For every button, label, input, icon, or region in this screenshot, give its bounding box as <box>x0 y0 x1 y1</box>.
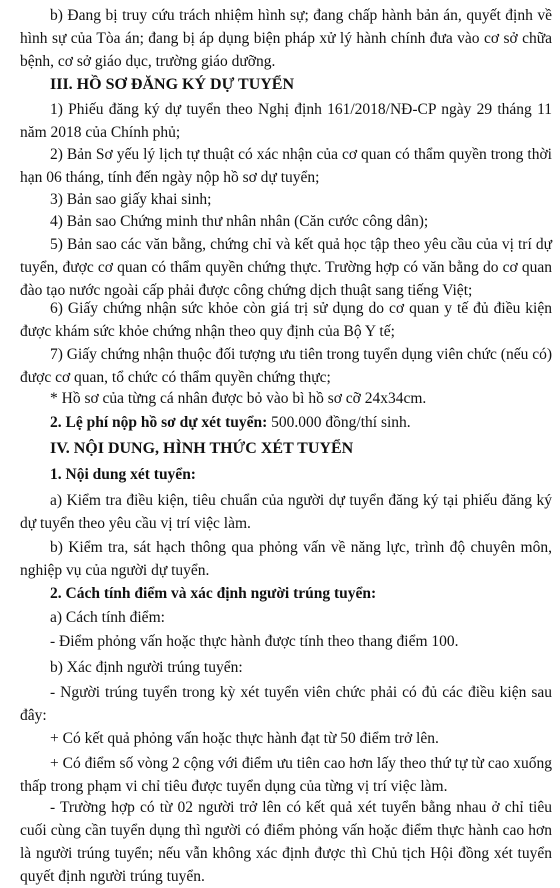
winner-conditions: - Người trúng tuyển trong kỳ xét tuyển viên chức phải có đủ các điều kiện sau đây: <box>20 684 552 724</box>
item-2: 2) Bản Sơ yếu lý lịch tự thuật có xác nhận của cơ quan có thẩm quyền trong thời hạn 06 tháng, tính đến ngày nộp hồ sơ dự tuyển; <box>20 146 552 186</box>
fee-label: 2. Lệ phí nộp hồ sơ dự xét tuyển: <box>50 414 268 431</box>
condition-ranking: + Có điểm số vòng 2 cộng với điểm ưu tiên cao hơn lấy theo thứ tự từ cao xuống thấp trong phạm vi chỉ tiêu được tuyển dụng của từng vị trí việc làm. <box>20 755 552 795</box>
fee-value: 500.000 đồng/thí sinh. <box>267 414 411 431</box>
subsection-1-heading: 1. Nội dung xét tuyển: <box>50 466 196 483</box>
subsection-2-heading: 2. Cách tính điểm và xác định người trúng tuyển: <box>50 585 377 602</box>
condition-score: + Có kết quả phỏng vấn hoặc thực hành đạt từ 50 điểm trở lên. <box>50 730 439 747</box>
subsection-2a: a) Cách tính điểm: <box>50 609 165 626</box>
item-4: 4) Bản sao Chứng minh thư nhân nhân (Căn cước công dân); <box>50 213 429 230</box>
item-3: 3) Bản sao giấy khai sinh; <box>50 191 212 208</box>
subsection-1b: b) Kiểm tra, sát hạch thông qua phỏng vấn về năng lực, trình độ chuyên môn, nghiệp vụ của người dự tuyển. <box>20 539 552 579</box>
item-6: 6) Giấy chứng nhận sức khỏe còn giá trị sử dụng do cơ quan y tế đủ điều kiện được khám sức khỏe chứng nhận theo quy định của Bộ Y tế; <box>20 300 552 340</box>
subsection-1a: a) Kiểm tra điều kiện, tiêu chuẩn của người dự tuyển đăng ký tại phiếu đăng ký dự tuyển theo yêu cầu vị trí việc làm. <box>20 492 552 532</box>
item-1: 1) Phiếu đăng ký dự tuyển theo Nghị định 161/2018/NĐ-CP ngày 29 tháng 11 năm 2018 của Chính phủ; <box>20 101 552 141</box>
section-iii-heading: III. HỒ SƠ ĐĂNG KÝ DỰ TUYỂN <box>50 76 295 93</box>
disqualification-b: b) Đang bị truy cứu trách nhiệm hình sự; đang chấp hành bản án, quyết định về hình sự của Tòa án; đang bị áp dụng biện pháp xử lý hành chính đưa vào cơ sở chữa bệnh, cơ sở giáo dục, trường giáo dưỡng. <box>20 7 552 70</box>
section-iv-heading: IV. NỘI DUNG, HÌNH THỨC XÉT TUYỂN <box>50 440 354 457</box>
subsection-2b: b) Xác định người trúng tuyển: <box>50 659 243 676</box>
item-5: 5) Bản sao các văn bằng, chứng chỉ và kết quả học tập theo yêu cầu của vị trí dự tuyển, được cơ quan có thẩm quyền chứng thực. Trường hợp có văn bằng do cơ quan đào tạo nước ngoài cấp phải được công chứng dịch thuật sang tiếng Việt; <box>20 236 552 299</box>
scoring-scale: - Điểm phỏng vấn hoặc thực hành được tính theo thang điểm 100. <box>50 633 459 650</box>
item-7: 7) Giấy chứng nhận thuộc đối tượng ưu tiên trong tuyển dụng viên chức (nếu có) được cơ quan, tổ chức có thẩm quyền chứng thực; <box>20 346 552 386</box>
tie-break-rule: - Trường hợp có từ 02 người trở lên có kết quả xét tuyển bằng nhau ở chỉ tiêu cuối cùng cần tuyển dụng thì người có điểm phỏng vấn hoặc điểm thực hành cao hơn là người trúng tuyển; nếu vẫn không xác định được thì Chủ tịch Hội đồng xét tuyển quyết định người trúng tuyển. <box>20 799 552 885</box>
dossier-note: * Hồ sơ của từng cá nhân được bỏ vào bì hồ sơ cỡ 24x34cm. <box>50 390 427 407</box>
fee-line <box>20 411 552 434</box>
